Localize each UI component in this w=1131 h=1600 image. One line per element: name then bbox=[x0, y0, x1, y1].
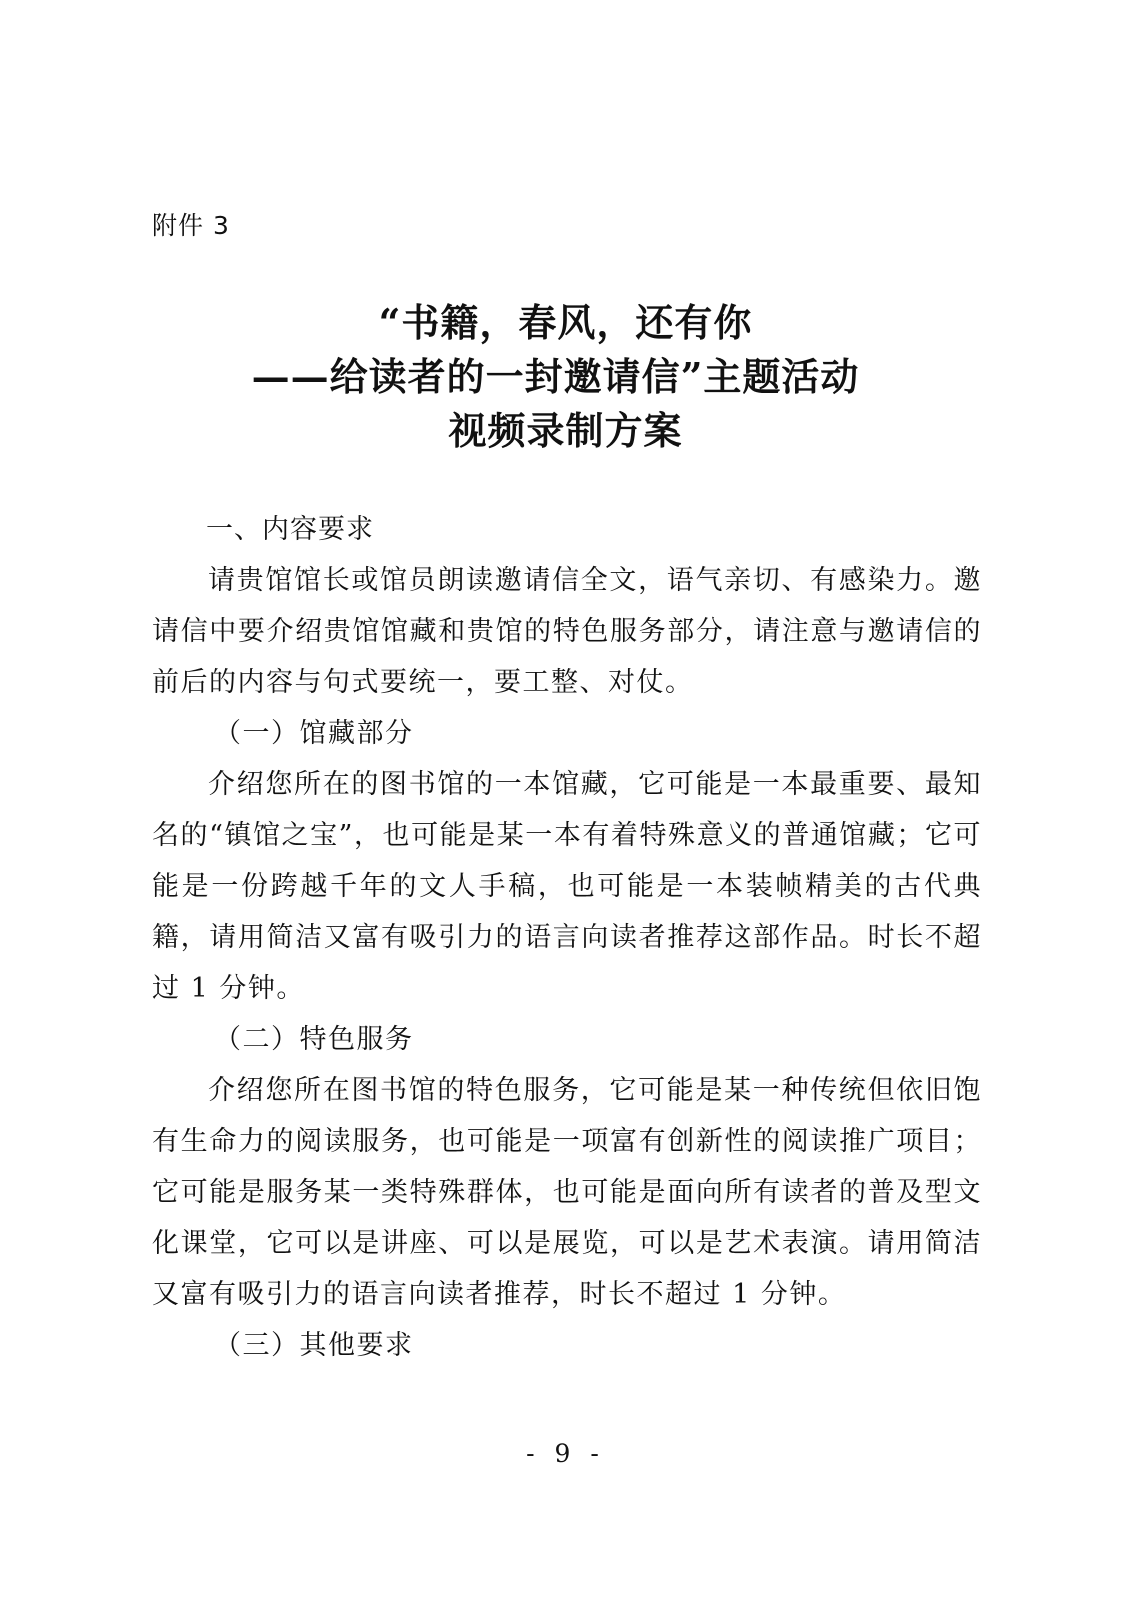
page-number: - 9 - bbox=[526, 1439, 605, 1468]
title-line-2: ——给读者的一封邀请信”主题活动 bbox=[251, 354, 860, 399]
title-line-3: 视频录制方案 bbox=[448, 408, 683, 453]
subsection-heading-services: （二）特色服务 bbox=[214, 1024, 414, 1055]
section-heading-content-requirements: 一、内容要求 bbox=[206, 514, 374, 545]
section-intro-paragraph: 请贵馆馆长或馆员朗读邀请信全文，语气亲切、有感染力。邀请信中要介绍贵馆馆藏和贵馆的特色服务部分，请注意与邀请信的前后的内容与句式要统一，要工整、对仗。 bbox=[152, 565, 982, 698]
services-paragraph: 介绍您所在图书馆的特色服务，它可能是某一种传统但依旧饱有生命力的阅读服务，也可能是一项富有创新性的阅读推广项目；它可能是服务某一类特殊群体，也可能是面向所有读者的普及型文化课堂，它可以是讲座、可以是展览，可以是艺术表演。请用简洁又富有吸引力的语言向读者推荐，时长不超过 1 分钟。 bbox=[152, 1075, 982, 1310]
document-title bbox=[120, 296, 1011, 458]
subsection-heading-collection: （一）馆藏部分 bbox=[214, 718, 414, 749]
attachment-label: 附件 3 bbox=[152, 211, 230, 240]
subsection-heading-other: （三）其他要求 bbox=[214, 1330, 414, 1361]
title-line-1: “书籍，春风，还有你 bbox=[378, 300, 753, 345]
collection-paragraph: 介绍您所在的图书馆的一本馆藏，它可能是一本最重要、最知名的“镇馆之宝”，也可能是某一本有着特殊意义的普通馆藏；它可能是一份跨越千年的文人手稿，也可能是一本装帧精美的古代典籍，请用简洁又富有吸引力的语言向读者推荐这部作品。时长不超过 1 分钟。 bbox=[152, 769, 982, 1004]
document-body bbox=[152, 504, 982, 1371]
